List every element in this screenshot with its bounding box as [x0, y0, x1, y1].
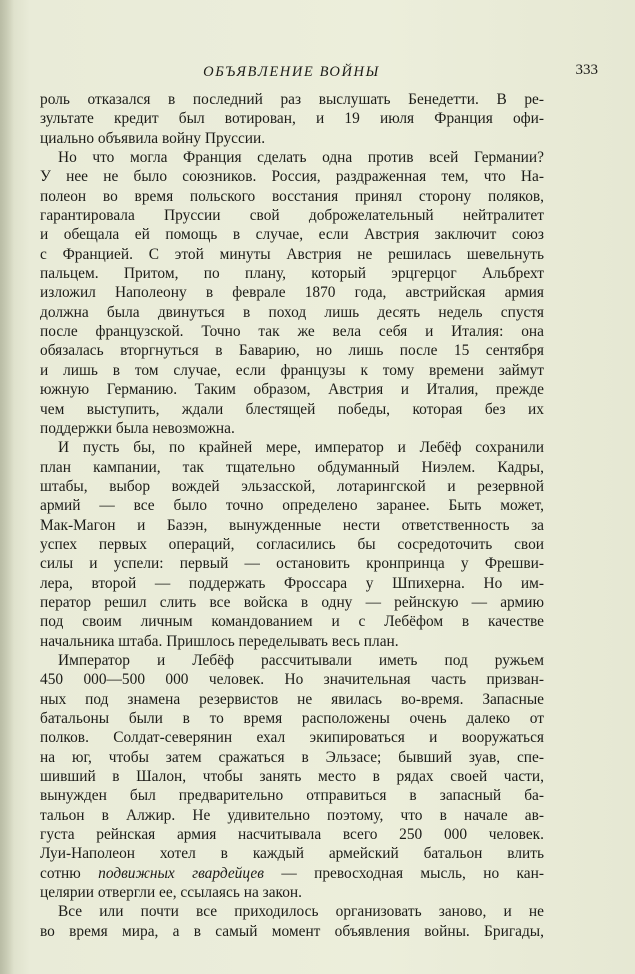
- text-line: и лишь в том случае, если французы к тому времени займут: [40, 361, 544, 379]
- text-line: обязалась вторгнуться в Баварию, но лишь после 15 сентября: [40, 342, 544, 360]
- text-line: роль отказался в последний раз выслушать Бенедетти. В ре-: [40, 91, 544, 108]
- text-line: Луи-Наполеон хотел в каждый армейский батальон влить: [40, 845, 544, 863]
- body-text: [40, 90, 544, 941]
- text-line: южную Германию. Таким образом, Австрия и Италия, прежде: [40, 381, 544, 399]
- text-line: вынужден был предварительно отправиться в запасный ба-: [40, 787, 544, 805]
- text-line: Но что могла Франция сделать одна против всей Германии?: [58, 149, 544, 167]
- text-line: силы и успели: первый — остановить кронпринца у Фрешви-: [40, 555, 544, 573]
- text-line: изложил Наполеону в феврале 1870 года, австрийская армия: [40, 284, 544, 302]
- text-line: батальоны были в то время расположены очень далеко от: [40, 710, 544, 727]
- text-line: Все или почти все приходилось организовать заново, и не: [58, 903, 544, 921]
- text-line: чем выступить, ждали блестящей победы, которая без их: [40, 400, 544, 418]
- text-line: целярии отвергли ее, ссылаясь на закон.: [40, 884, 303, 902]
- text-line: должна была двинуться в поход лишь десять недель спустя: [40, 303, 544, 321]
- text-line: ных под знамена резервистов не явилась во-время. Запасные: [40, 690, 544, 708]
- text-line: шивший в Шалон, чтобы занять место в рядах своей части,: [40, 768, 544, 786]
- text-segment: — превосходная мысль, но кан-: [263, 864, 544, 882]
- running-title: ОБЪЯВЛЕНИЕ ВОЙНЫ: [203, 64, 380, 80]
- text-line: гарантировала Пруссии свой доброжелательный нейтралитет: [40, 207, 544, 225]
- text-line: начальника штаба. Пришлось переделывать весь план.: [40, 632, 399, 650]
- text-line: армий — все было точно определено заранее. Быть может,: [40, 497, 544, 515]
- text-line: пальцем. Притом, по плану, который эрцгерцог Альбрехт: [40, 265, 544, 283]
- text-line: 450 000—500 000 человек. Но значительная часть призван-: [40, 671, 544, 689]
- text-line: штабы, выбор вождей эльзасской, лотарингской и резервной: [40, 477, 544, 495]
- text-segment: сотню: [40, 864, 99, 882]
- text-line: У нее не было союзников. Россия, раздраженная тем, что На-: [40, 168, 544, 186]
- text-line: Император и Лебёф рассчитывали иметь под ружьем: [58, 651, 544, 669]
- text-line: И пусть бы, по крайней мере, император и Лебёф сохранили: [58, 439, 544, 457]
- text-line: под своим личным командованием и с Лебёфом в качестве: [40, 613, 544, 631]
- text-line: с Францией. С этой минуты Австрия не решилась шевельнуть: [40, 245, 544, 263]
- text-line: успех первых операций, согласились бы сосредоточить свои: [40, 535, 544, 553]
- text-line: план кампании, так тщательно обдуманный Ниэлем. Кадры,: [40, 458, 544, 476]
- page-header: [40, 62, 598, 86]
- text-line: поддержки была невозможна.: [40, 419, 235, 437]
- text-line: полеон во время польского восстания принял сторону поляков,: [40, 187, 544, 205]
- text-line: ператор решил слить все войска в одну — рейнскую — армию: [40, 593, 544, 611]
- text-line: густа рейнская армия насчитывала всего 250 000 человек.: [40, 826, 544, 844]
- text-line: [40, 864, 544, 883]
- text-line: тальон в Алжир. Не удивительно поэтому, что в начале ав-: [40, 806, 544, 824]
- text-line: на юг, чтобы затем сражаться в Эльзасе; бывший зуав, спе-: [40, 748, 544, 766]
- italic-phrase: подвижных гвардейцев: [98, 864, 264, 882]
- page-number: 333: [575, 62, 598, 78]
- text-line: зультате кредит был вотирован, и 19 июля Франция офи-: [40, 110, 544, 128]
- text-line: и обещала ей помощь в случае, если Австрия заключит союз: [40, 226, 544, 244]
- text-line: циально объявила войну Пруссии.: [40, 129, 266, 147]
- text-line: лера, второй — поддержать Фроссара у Шпихерна. Но им-: [40, 574, 544, 592]
- text-line: Мак-Магон и Базэн, вынужденные нести ответственность за: [40, 516, 544, 534]
- text-line: после французской. Точно так же вела себя и Италия: она: [40, 323, 544, 341]
- text-line: во время мира, а в самый момент объявления войны. Бригады,: [40, 922, 544, 940]
- text-line: полков. Солдат-северянин ехал экипироваться и вооружаться: [40, 729, 544, 747]
